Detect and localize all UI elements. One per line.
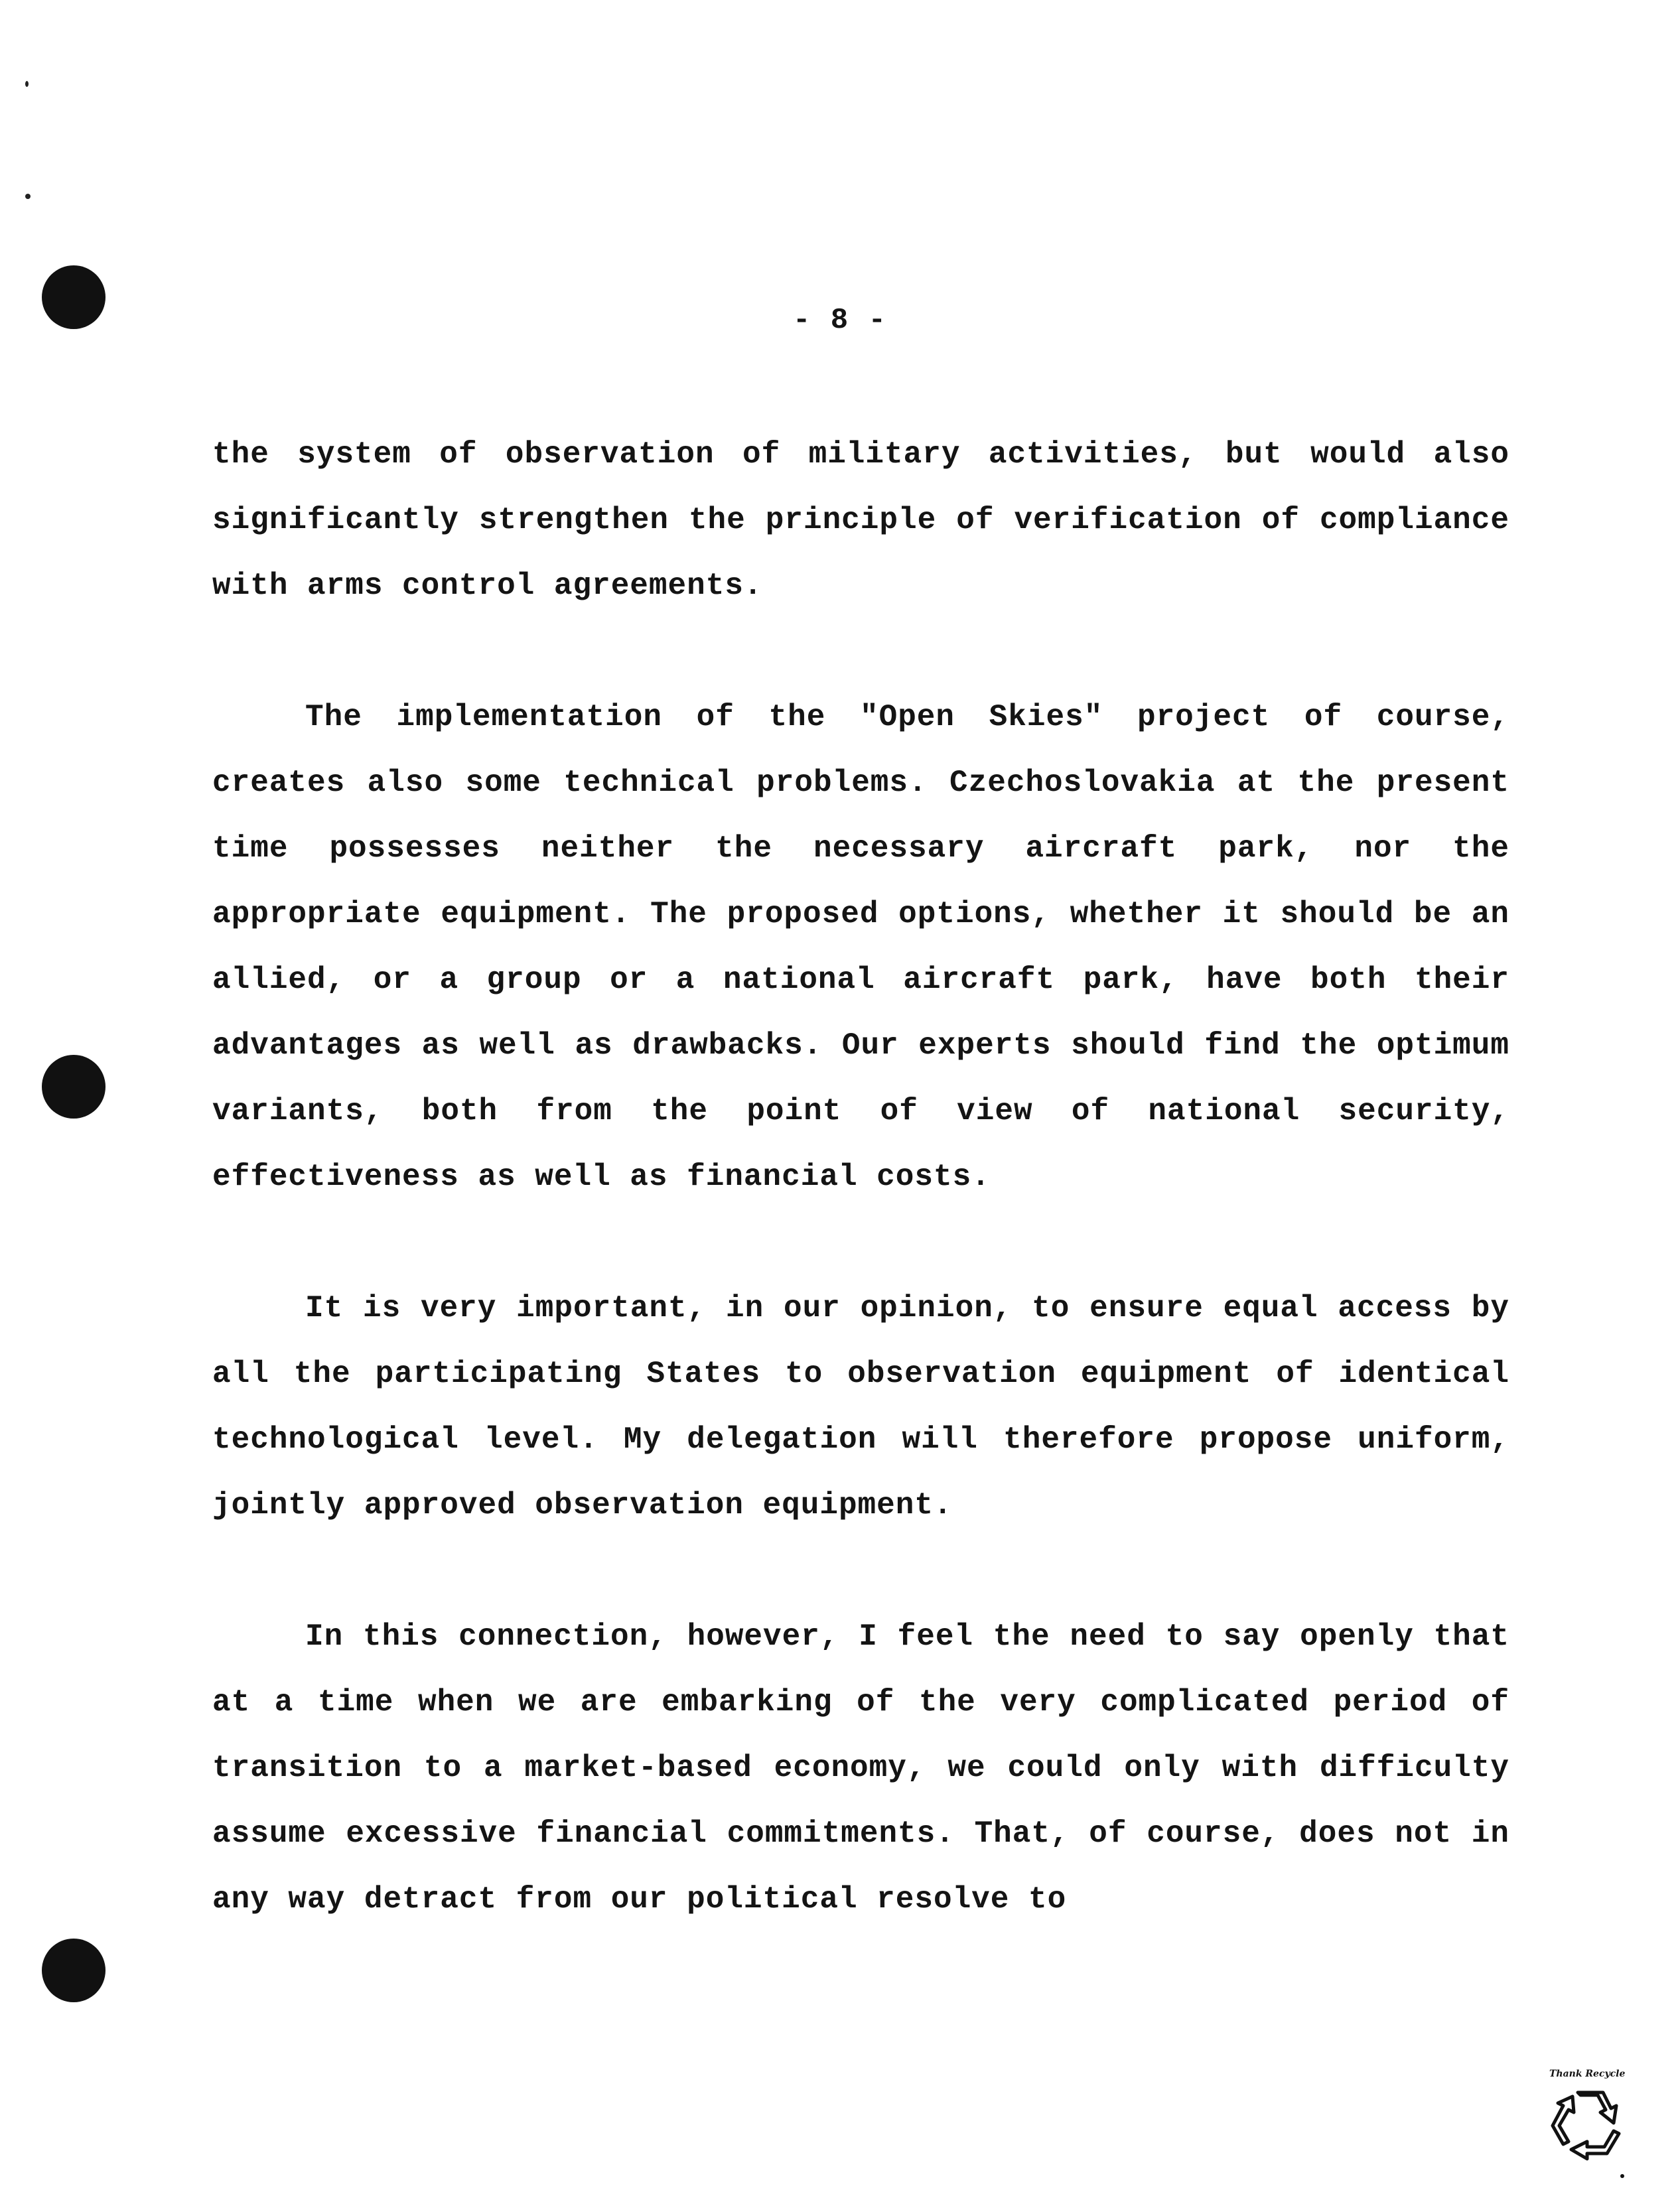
paragraph-4: In this connection, however, I feel the need to say openly that at a time when we are embarking of the very complicated period of transition to a market-based economy, we could only with difficulty assume excessive financial commitments. That, of course, does not in any way detract from our political resolve to	[212, 1619, 1509, 1917]
recycle-caption: Thank Recycle	[1549, 2069, 1626, 2079]
page-number: - 8 -	[792, 304, 888, 337]
scan-speck	[25, 81, 29, 87]
punch-hole-middle	[42, 1055, 105, 1119]
body-text	[212, 422, 1509, 1933]
scan-speck	[25, 194, 31, 199]
recycle-icon	[1539, 2062, 1639, 2181]
paragraph-3: It is very important, in our opinion, to ensure equal access by all the participating States to observation equipment of identical technological level. My delegation will therefore propose uniform, jointly approved observation equipment.	[212, 1291, 1509, 1523]
paragraph-2: The implementation of the "Open Skies" project of course, creates also some technical problems. Czechoslovakia at the present time possesses neither the necessary aircraft park, nor the appropriate equipment. The proposed options, whether it should be an allied, or a group or a national aircraft park, have both their advantages as well as drawbacks. Our experts should find the optimum variants, both from the point of view of national security, effectiveness as well as financial costs.	[212, 700, 1509, 1194]
punch-hole-bottom	[42, 1939, 105, 2002]
paragraph-1: the system of observation of military activities, but would also significantly strengthen the principle of verification of compliance with arms control agreements.	[212, 437, 1509, 603]
